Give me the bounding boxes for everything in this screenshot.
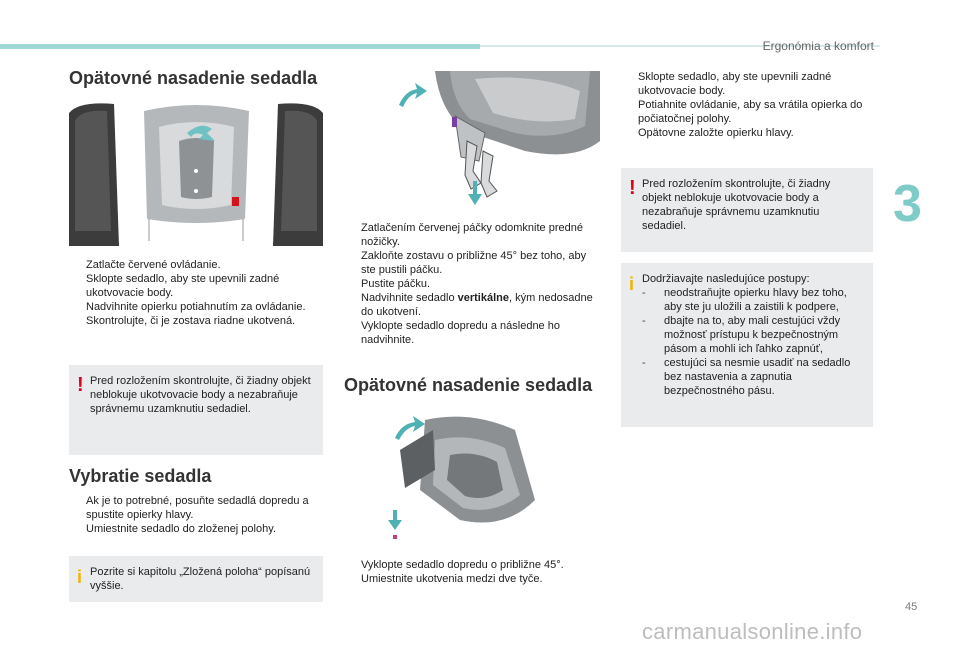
steps-remove bbox=[69, 494, 327, 536]
header-accent-bar bbox=[0, 44, 480, 49]
seat-legs-illustration bbox=[375, 71, 600, 208]
info-icon: i bbox=[77, 567, 83, 587]
list-item: Vyklopte sedadlo dopredu o približne 45°. bbox=[361, 559, 564, 571]
warning-icon: ! bbox=[77, 374, 84, 396]
heading-reinstall-seat-2: Opätovné nasadenie sedadla bbox=[344, 375, 593, 395]
list-item: - neodstraňujte opierku hlavy bez toho, aby ste ju uložili a zaistili k podpere, bbox=[642, 287, 847, 313]
warning-box-1 bbox=[69, 365, 323, 455]
info-intro: Dodržiavajte nasledujúce postupy: bbox=[642, 273, 810, 285]
steps-reinstall-2 bbox=[344, 558, 594, 586]
list-item: Zatlačte červené ovládanie. bbox=[86, 259, 221, 271]
info-list bbox=[642, 286, 861, 398]
list-item: Zatlačením červenej páčky odomknite predné nožičky. bbox=[361, 222, 583, 248]
list-item: Sklopte sedadlo, aby ste upevnili zadné ukotvovacie body. bbox=[86, 273, 280, 299]
list-item: Ak je to potrebné, posuňte sedadlá dopredu a spustite opierky hlavy. bbox=[86, 495, 309, 521]
info-text: Pozrite si kapitolu „Zložená poloha“ popísanú vyššie. bbox=[90, 566, 311, 592]
page-number: 45 bbox=[905, 601, 918, 613]
heading-reinstall-seat: Opätovné nasadenie sedadla bbox=[69, 68, 318, 88]
list-item: Nadvihnite opierku potiahnutím za ovládanie. bbox=[86, 301, 306, 313]
list-item: Pustite páčku. bbox=[361, 278, 431, 290]
list-item: Potiahnite ovládanie, aby sa vrátila opierka do počiatočnej polohy. bbox=[638, 99, 863, 125]
info-content bbox=[642, 272, 861, 398]
warning-text: Pred rozložením skontrolujte, či žiadny objekt neblokuje ukotvovacie body a nezabraňuje správnemu uzamknutiu sedadiel. bbox=[642, 178, 831, 232]
info-box-1 bbox=[69, 556, 323, 602]
chapter-number: 3 bbox=[893, 175, 922, 233]
seat-tilt-illustration bbox=[375, 410, 540, 547]
steps-reinstall-3 bbox=[621, 70, 876, 140]
info-icon: i bbox=[629, 274, 635, 294]
steps-reinstall-1 bbox=[69, 258, 327, 328]
list-item: Zakloňte zostavu o približne 45° bez toho, aby ste pustili páčku. bbox=[361, 250, 587, 276]
list-item: - dbajte na to, aby mali cestujúci vždy možnosť prístupu k bezpečnostným pásom a mohli ich ľahko zapnúť, bbox=[642, 315, 841, 355]
seat-illustration-1 bbox=[69, 101, 323, 246]
list-item: Nadvihnite sedadlo vertikálne, kým nedosadne do ukotvení. bbox=[361, 292, 593, 318]
steps-unlock-legs bbox=[344, 221, 594, 347]
list-item: Sklopte sedadlo, aby ste upevnili zadné ukotvovacie body. bbox=[638, 71, 832, 97]
warning-icon: ! bbox=[629, 177, 636, 199]
list-item: - cestujúci sa nesmie usadiť na sedadlo bez nastavenia a zapnutia bezpečnostného pásu. bbox=[642, 357, 851, 397]
list-item: Opätovne založte opierku hlavy. bbox=[638, 127, 794, 139]
warning-box-2 bbox=[621, 168, 873, 252]
info-box-2 bbox=[621, 263, 873, 427]
section-title: Ergonómia a komfort bbox=[762, 39, 874, 53]
list-item: Vyklopte sedadlo dopredu a následne ho nadvihnite. bbox=[361, 320, 560, 346]
list-item: Umiestnite ukotvenia medzi dve tyče. bbox=[361, 573, 543, 585]
watermark: carmanualsonline.info bbox=[642, 619, 863, 644]
heading-remove-seat: Vybratie sedadla bbox=[69, 466, 212, 486]
warning-text: Pred rozložením skontrolujte, či žiadny objekt neblokuje ukotvovacie body a nezabraňuje správnemu uzamknutiu sedadiel. bbox=[90, 375, 311, 415]
list-item: Umiestnite sedadlo do zloženej polohy. bbox=[86, 523, 276, 535]
list-item: Skontrolujte, či je zostava riadne ukotvená. bbox=[86, 315, 296, 327]
